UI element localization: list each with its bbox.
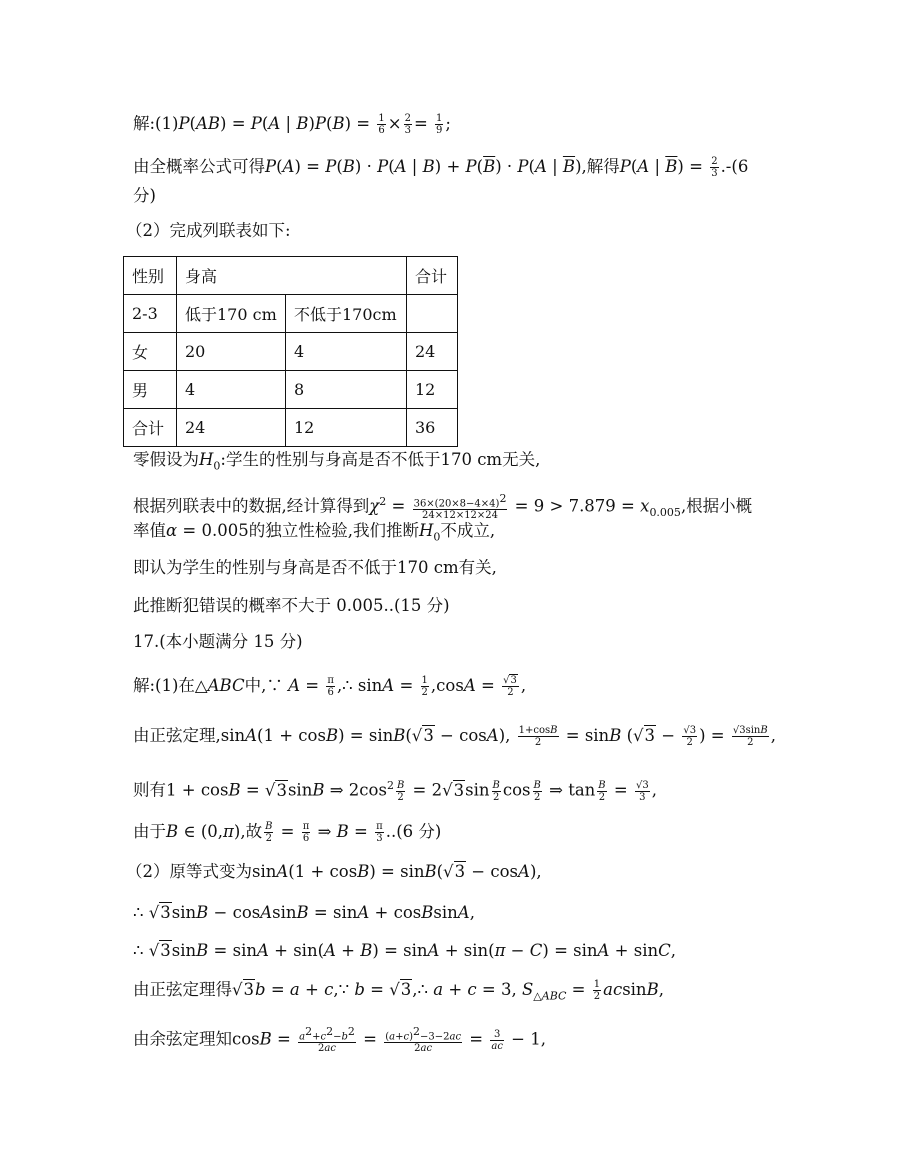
text: 由余弦定理知 (133, 1029, 232, 1049)
text: ,故 (240, 822, 263, 841)
text: 则有 (133, 780, 166, 800)
text: 解:(1) (133, 114, 179, 133)
score-line (133, 184, 156, 208)
table-row (124, 371, 458, 409)
table-row (124, 333, 458, 371)
alpha-line: 率值α = 0.005的独立性检验,我们推断$H_0$不成立, (133, 521, 496, 544)
text: 根据列联表中的数据,经计算得到 (133, 496, 370, 516)
text: ,根据小概 (680, 496, 753, 516)
p17-part2-line: （2）原等式变为sinA(1 + cosB) = sinB(√3 − cosA), (126, 862, 542, 881)
table-cell: 女 (124, 333, 177, 371)
text: 即认为学生的性别与身高是否不低于170 cm有关, (133, 558, 497, 577)
table-cell: 36 (407, 409, 458, 447)
text: 零假设为 (133, 450, 199, 469)
table-cell (407, 295, 458, 333)
text: 由正弦定理得 (133, 980, 232, 999)
contingency-table (123, 256, 458, 447)
derivation-line-1: ∴ √3sinB − cosAsinB = sinA + cosBsinA, (133, 903, 475, 922)
table-row (124, 257, 458, 295)
angle-b-line: 由于B ∈ (0,π),故 $\frac{B}{2}$ = $\frac{\pi}{6}$ ⇒ B = $\frac{\pi}{3}$ ..(6 分) (133, 821, 442, 844)
text: 17.(本小题满分 15 分) (133, 632, 303, 651)
p17-part1-line: 解:(1)在△ABC中,∵ A = $\frac{\pi}{6}$ ,∴ sinA = $\frac{1}{2}$ ,cosA = $\frac{√3}{2}$ , (133, 675, 527, 698)
text: 分) (133, 186, 156, 205)
text: 由全概率公式可得 (133, 157, 265, 176)
table-cell: 不低于170cm (286, 295, 407, 333)
error-probability-line (133, 594, 450, 618)
table-cell: 20 (177, 333, 286, 371)
table-cell: 8 (286, 371, 407, 409)
table-cell: 4 (177, 371, 286, 409)
text: （2）原等式变为 (126, 862, 252, 881)
table-cell: 身高 (177, 257, 407, 295)
table-cell: 24 (177, 409, 286, 447)
tangent-line: 则有1 + cosB = √3sinB ⇒ $2\cos^2$ $\frac{B}{2}$ = 2√3sin $\frac{B}{2}$ cos $\frac{B}{2}$ ⇒ tan $\frac{B}{2}$ = $\frac{√3}{3}$ , (133, 779, 657, 803)
text: ,解得 (581, 157, 620, 176)
chi-square-line: 根据列联表中的数据,经计算得到$\chi^2$ = $\frac{36\times(20\times 8-4\times 4)^2}{24\times 12\times 12\times 24}$ = $9 > 7.879 = x_{0.005}$,根据小概 (133, 491, 753, 522)
table-cell: 男 (124, 371, 177, 409)
sine-law-line: 由正弦定理,sinA(1 + cosB) = sinB(√3 − cosA), $\frac{1+\cos B}{2}$ = sinB (√3 − $\frac{√3}{2}$ ) = $\frac{√3\sin B}{2}$ , (133, 725, 776, 748)
derivation-line-3: 由正弦定理得√3b = a + c,∵ b = √3,∴ a + c = 3, $S_{\triangle ABC}$ = $\frac{1}{2}$ acsinB, (133, 979, 664, 1003)
text: 率值 (133, 521, 166, 540)
table-row (124, 295, 458, 333)
table-cell: 12 (286, 409, 407, 447)
text: 中,∵ (244, 676, 283, 695)
total-probability-line: 由全概率公式可得P(A) = P(B) · P(A | $B) + P(\overline{B}) \cdot P(A$ | $\overline{B}$),解得P(A | $\overline{B}$) = $\frac{2}{3}$ .-(6 (133, 156, 749, 179)
text: ..(6 分) (385, 822, 442, 841)
text: 不成立, (440, 521, 496, 540)
problem-17-heading (133, 630, 303, 654)
text: :学生的性别与身高是否不低于170 cm无关, (220, 450, 541, 469)
solution-part1-line: 解:(1)P(AB) = P(A | B)P(B) = $\frac{1}{6}$ × $\frac{2}{3}$ = $\frac{1}{9}$ ; (133, 113, 451, 136)
table-cell: 性别 (124, 257, 177, 295)
table-cell: 合计 (407, 257, 458, 295)
derivation-line-2: ∴ √3sinB = sinA + sin(A + B) = sinA + sin(π − C) = sinA + sinC, (133, 941, 676, 960)
table-cell: 2-3 (124, 295, 177, 333)
text: 由于 (133, 822, 166, 841)
table-row (124, 409, 458, 447)
text: .-(6 (720, 157, 749, 176)
table-cell: 12 (407, 371, 458, 409)
conclusion-line (133, 556, 497, 580)
part2-heading (126, 219, 291, 243)
table-cell: 低于170 cm (177, 295, 286, 333)
table-cell: 合计 (124, 409, 177, 447)
table-cell: 4 (286, 333, 407, 371)
cosine-law-line: 由余弦定理知cosB = $\frac{a^2+c^2-b^2}{2ac}$ = $\frac{(a+c)^2-3-2ac}{2ac}$ = $\frac{3}{ac}$ − 1, (133, 1025, 546, 1055)
text: 此推断犯错误的概率不大于 0.005..(15 分) (133, 596, 450, 615)
text: 由正弦定理, (133, 726, 221, 745)
text: 的独立性检验,我们推断 (248, 521, 419, 540)
text: 解:(1)在△ (133, 676, 208, 695)
table-cell: 24 (407, 333, 458, 371)
null-hypothesis-line: 零假设为$H_0$:学生的性别与身高是否不低于170 cm无关, (133, 450, 541, 473)
text: （2）完成列联表如下: (126, 221, 291, 240)
